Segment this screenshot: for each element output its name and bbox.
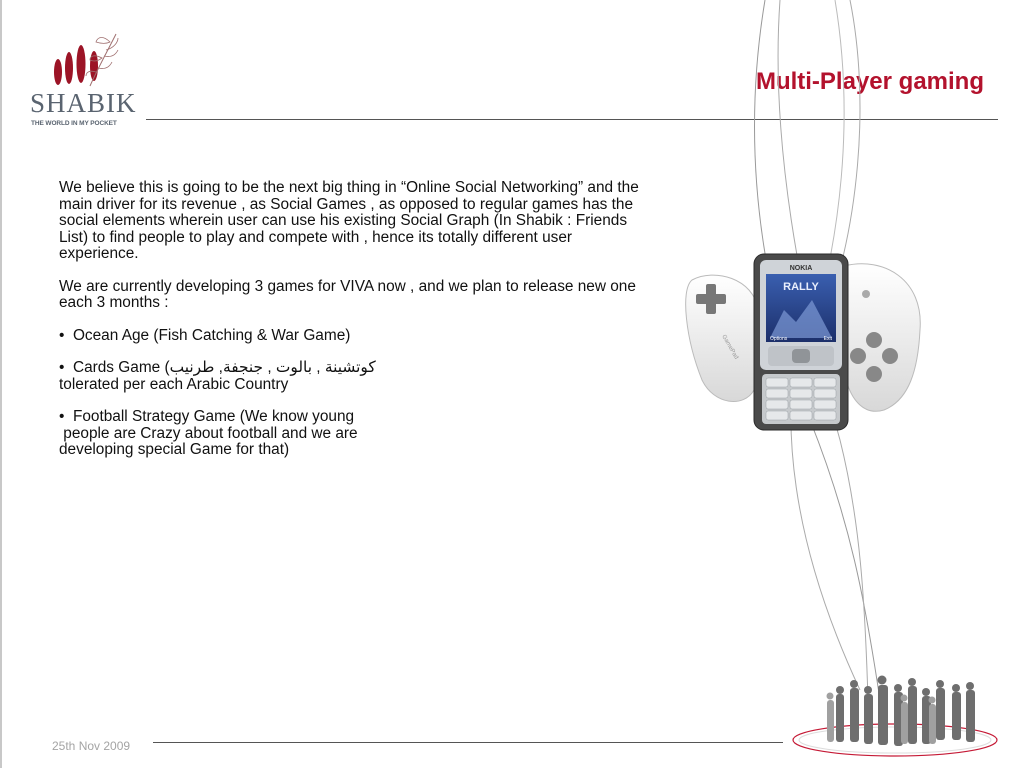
logo-wordmark: SHABIK: [30, 88, 137, 118]
logo-emblem-icon: [50, 28, 120, 90]
phone-screen-title: RALLY: [783, 281, 819, 293]
phone-icon: [754, 254, 848, 430]
phone-gamepad-image: [684, 250, 924, 435]
bullet-football-strategy: [59, 409, 644, 459]
bullet-text: Ocean Age (Fish Catching & War Game): [72, 326, 351, 344]
bullet-text: Football Strategy Game (We know young: [72, 408, 355, 425]
footer-date: 25th Nov 2009: [52, 739, 131, 753]
bullet-text: Cards Game (كوتشينة , بالوت , جنجفة, طرنيب: [72, 359, 376, 376]
phone-brand: NOKIA: [789, 265, 813, 272]
slide-left-border: [0, 0, 2, 768]
paragraph-social-games: We believe this is going to be the next big thing in “Online Social Networking” and the main driver for its revenue , as Social Games , as opposed to regular games has the social elements wherein user can use his existing Social Graph (In Shabik : Friends List) to find people to play and compete with , hence its totally different user experience.: [59, 179, 639, 262]
crowd-silhouettes-icon: [790, 670, 1000, 760]
softkey-left-label: Options: [770, 336, 788, 342]
bullet-continuation: people are Crazy about football and we are: [59, 424, 358, 442]
bullet-marker: •: [59, 408, 65, 425]
logo-tagline: THE WORLD IN MY POCKET: [31, 120, 117, 127]
bullet-marker: •: [59, 359, 65, 376]
paragraph-development-plan: We are currently developing 3 games for VIVA now , and we plan to release new one each 3 months :: [59, 277, 636, 311]
bullet-marker: •: [59, 326, 65, 344]
gamepad-right-grip: [844, 264, 920, 411]
bullet-ocean-age: [59, 328, 644, 345]
footer-divider: [153, 742, 783, 743]
bullet-continuation: tolerated per each Arabic Country: [59, 375, 289, 393]
shabik-logo: [26, 28, 146, 132]
gamepad-label: GamePad: [720, 334, 739, 361]
slide-title: Multi-Player gaming: [755, 68, 984, 95]
slide-body: [59, 180, 644, 475]
bullet-cards-game: [59, 360, 644, 393]
bullet-continuation: developing special Game for that): [59, 441, 290, 458]
softkey-right-label: Exit: [823, 336, 832, 342]
